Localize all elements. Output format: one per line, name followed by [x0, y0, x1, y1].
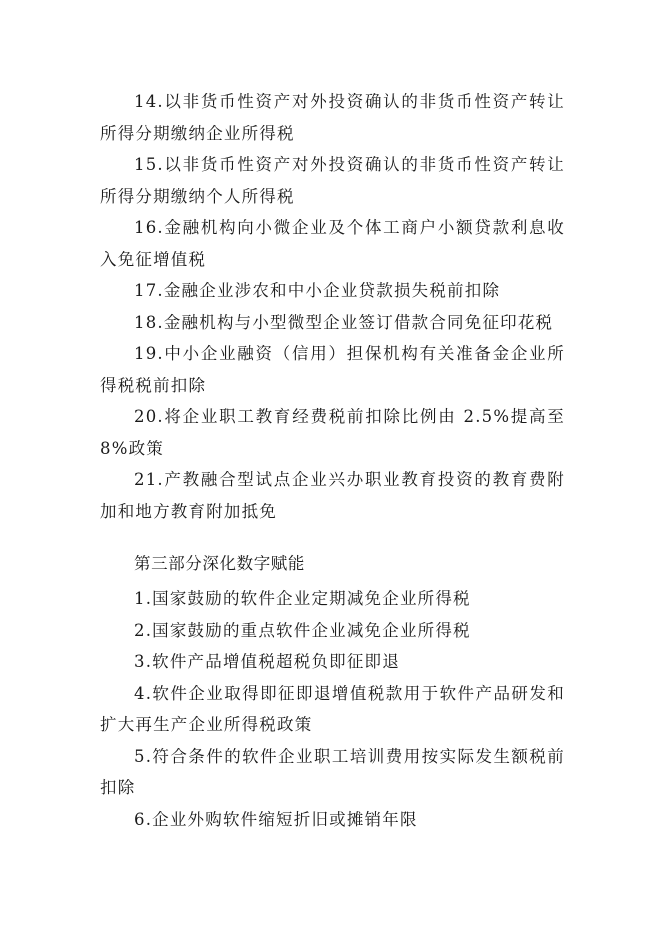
section-heading-part3: 第三部分深化数字赋能	[134, 554, 305, 573]
policy-item-2: 2.国家鼓励的重点软件企业减免企业所得税	[134, 620, 471, 640]
policy-item-14: 14.以非货币性资产对外投资确认的非货币性资产转让所得分期缴纳企业所得税	[100, 92, 565, 143]
policy-item-17: 17.金融企业涉农和中小企业贷款损失税前扣除	[134, 281, 501, 300]
policy-item-19: 19.中小企业融资（信用）担保机构有关准备金企业所得税税前扣除	[100, 344, 565, 395]
part3-policy-list	[100, 583, 565, 835]
policy-item-20: 20.将企业职工教育经费税前扣除比例由 2.5%提高至 8%政策	[100, 407, 565, 458]
part2-policy-list	[100, 86, 565, 527]
policy-item-6: 6.企业外购软件缩短折旧或摊销年限	[134, 809, 418, 829]
policy-item-1: 1.国家鼓励的软件企业定期减免企业所得税	[134, 589, 471, 608]
policy-item-21: 21.产教融合型试点企业兴办职业教育投资的教育费附加和地方教育附加抵免	[100, 470, 565, 521]
policy-item-18: 18.金融机构与小型微型企业签订借款合同免征印花税	[134, 312, 554, 332]
policy-item-4: 4.软件企业取得即征即退增值税款用于软件产品研发和扩大再生产企业所得税政策	[100, 683, 565, 734]
policy-item-5: 5.符合条件的软件企业职工培训费用按实际发生额税前扣除	[100, 746, 565, 797]
policy-item-3: 3.软件产品增值税超税负即征即退	[134, 652, 400, 671]
policy-item-15: 15.以非货币性资产对外投资确认的非货币性资产转让所得分期缴纳个人所得税	[100, 155, 565, 206]
policy-item-16: 16.金融机构向小微企业及个体工商户小额贷款利息收入免征增值税	[100, 218, 565, 269]
